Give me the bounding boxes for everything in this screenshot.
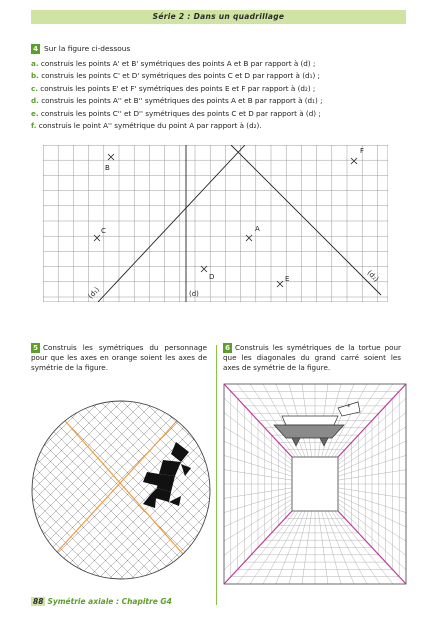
- chapter-header: Série 2 : Dans un quadrillage: [31, 10, 406, 24]
- instruction-f: f. construis le point A'' symétrique du point A par rapport à (d₂).: [31, 121, 262, 131]
- point-c-mark: [94, 235, 100, 241]
- label-axis-d1: (d₁): [86, 285, 102, 301]
- exercise-intro: Sur la figure ci-dessous: [44, 44, 131, 53]
- point-d-mark: [201, 266, 207, 272]
- instruction-b: b. construis les points C' et D' symétriques des points C et D par rapport à (d₁) ;: [31, 71, 320, 81]
- axis-d1: [98, 145, 245, 302]
- instruction-d: d. construis les points A'' et B'' symétriques des points A et B par rapport à (d₁) ;: [31, 96, 323, 106]
- label-f: F: [360, 147, 365, 155]
- exercise-4-grid-figure: [43, 145, 388, 302]
- inner-square: [292, 457, 338, 511]
- exercise-number: 4: [31, 44, 40, 54]
- label-e: E: [285, 275, 290, 283]
- label-axis-d2: (d₂): [365, 268, 381, 284]
- exercise-6-square-figure: [220, 380, 410, 588]
- page-footer: [31, 597, 172, 606]
- svg-text:*: *: [347, 403, 351, 411]
- instruction-c: c. construis les points E' et F' symétriques des points E et F par rapport à (d₂) ;: [31, 83, 316, 93]
- label-b: B: [105, 164, 110, 172]
- diagonal-grid: [31, 390, 211, 590]
- label-d: D: [209, 273, 215, 281]
- exercise-4-instructions: [31, 58, 323, 132]
- label-axis-d: (d): [189, 290, 199, 298]
- point-f-mark: [351, 158, 357, 164]
- grid: [43, 145, 388, 302]
- exercise-6-text: 6 Construis les symétriques de la tortue pour que les diagonales du grand carré soient les axes de symétrie de la figure.: [223, 343, 401, 372]
- instruction-e: e. construis les points C'' et D'' symétriques des points C et D par rapport à (d) ;: [31, 108, 321, 118]
- column-separator: [216, 345, 217, 605]
- point-b-mark: [108, 154, 114, 160]
- exercise-6-number: 6: [223, 343, 232, 353]
- footer-chapter: Symétrie axiale : Chapitre G4: [47, 597, 172, 606]
- page-number: 88: [33, 597, 44, 606]
- label-a: A: [255, 225, 260, 233]
- instruction-a: a. construis les points A' et B' symétriques des points A et B par rapport à (d) ;: [31, 59, 316, 68]
- exercise-5-text: 5 Construis les symétriques du personnage pour que les axes en orange soient les axes de symétrie de la figure.: [31, 343, 207, 372]
- exercise-4-heading: [31, 44, 130, 54]
- label-c: C: [101, 227, 106, 235]
- exercise-5-number: 5: [31, 343, 40, 353]
- character-figure: [143, 442, 191, 508]
- exercise-5-circle-figure: [31, 390, 211, 590]
- axis-d2: [231, 145, 381, 295]
- point-a-mark: [246, 235, 252, 241]
